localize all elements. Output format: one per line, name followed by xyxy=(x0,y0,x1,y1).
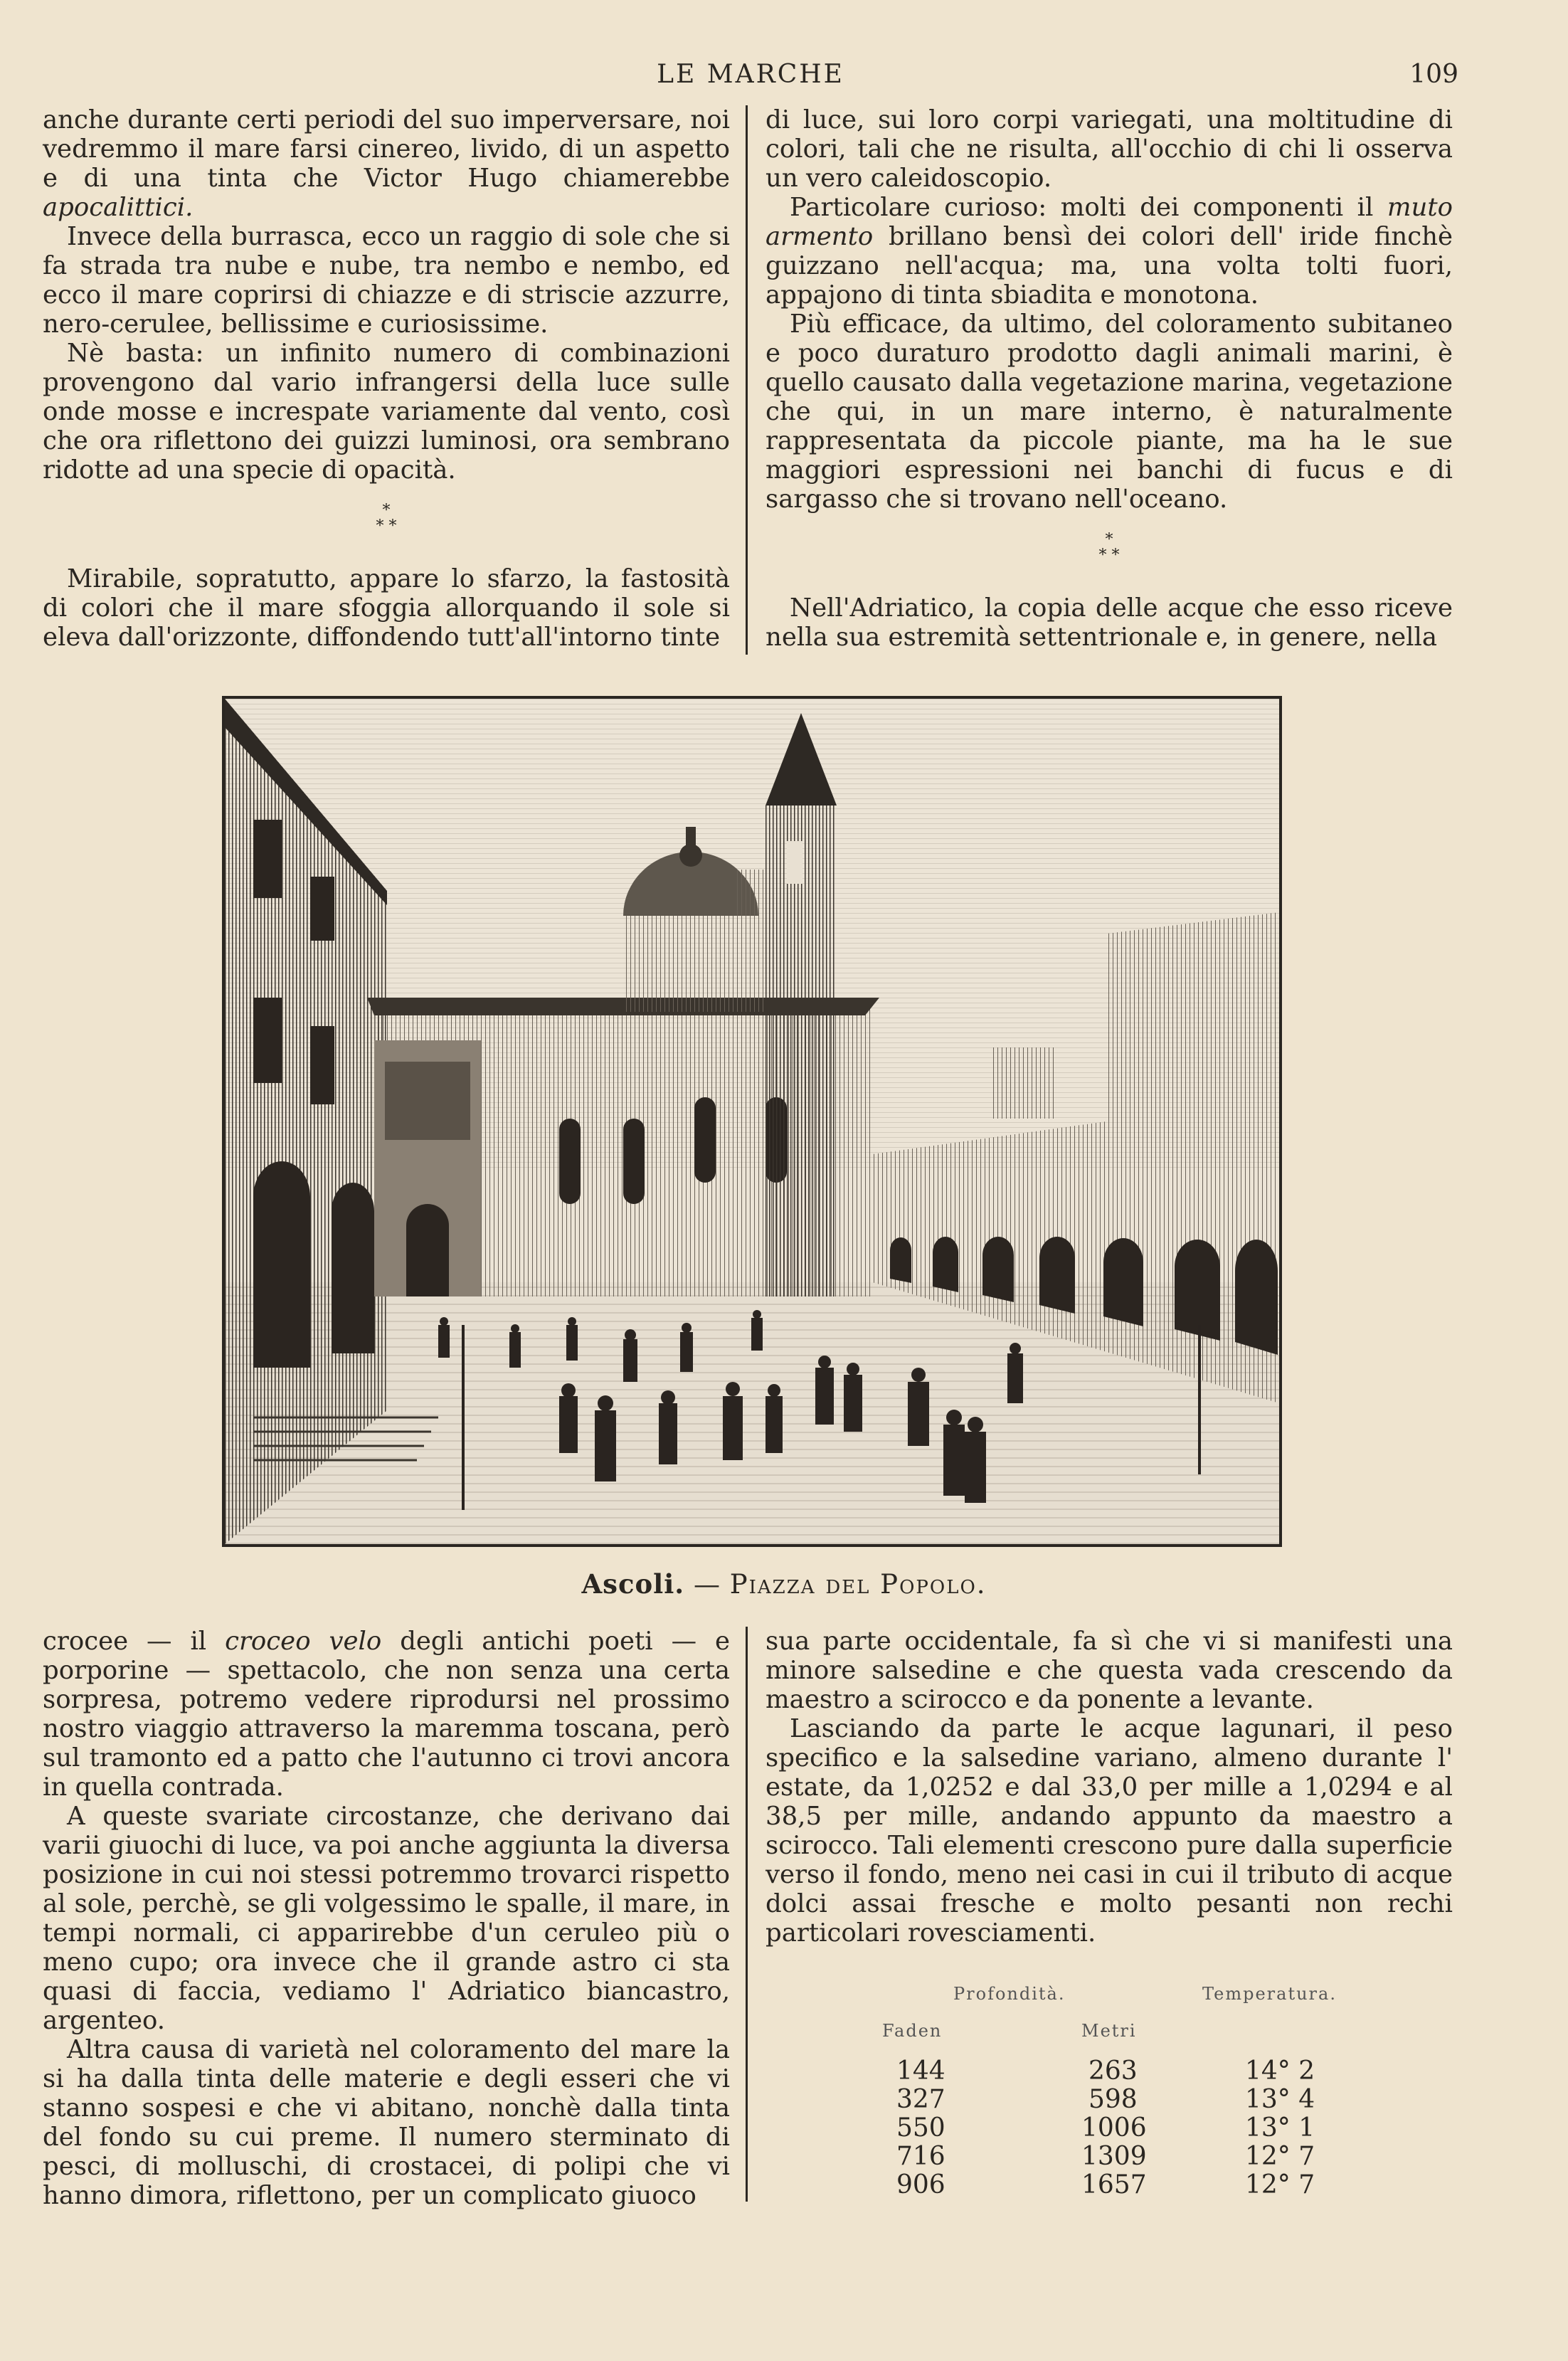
cell-faden: 906 xyxy=(896,2170,945,2199)
table-header-temperature: Temperatura. xyxy=(1202,1984,1337,2004)
paragraph: Lasciando da parte le acque lagunari, il peso specifico e la salsedine variano, almeno durante l' estate, da 1,0252 e dal 33,0 per mille a 1,0294 e al 38,5 per mille, andando appunto da maestro a scirocco. Tali elementi crescono pure dalla superficie verso il fondo, meno nei casi in cui il tributo di acque dolci assai fresche e molto pesanti non rechi particolari rovesciamenti. xyxy=(766,1714,1453,1948)
cell-metri: 1309 xyxy=(1081,2142,1147,2171)
paragraph: anche durante certi periodi del suo imperversare, noi vedremmo il mare farsi cinereo, livido, di un aspetto e di una tinta che Victor Hugo chiamerebbe apocalittici. xyxy=(43,105,730,222)
engraving-illustration xyxy=(222,696,1282,1547)
table-row xyxy=(875,2170,1373,2199)
cell-temp: 13° 4 xyxy=(1245,2085,1315,2114)
cell-temp: 12° 7 xyxy=(1245,2170,1315,2199)
paragraph: Più efficace, da ultimo, del coloramento subitaneo e poco duraturo prodotto dagli animali marini, è quello causato dalla vegetazione marina, vegetazione che qui, in un mare interno, è naturalmente rappresentata da piccole piante, ma ha le sue maggiori espressioni nei banchi di fucus e di sargasso che si trovano nell'oceano. xyxy=(766,310,1453,514)
left-column-top xyxy=(43,105,730,652)
cell-temp: 13° 1 xyxy=(1245,2113,1315,2143)
table-subheader-metri: Metri xyxy=(1081,2021,1137,2041)
paragraph: Altra causa di varietà nel coloramento del mare la si ha dalla tinta delle materie e degli esseri che vi stanno sospesi e che vi abitano, nonchè dalla tinta del fondo su cui preme. Il numero sterminato di pesci, di molluschi, di crostacei, di polipi che vi hanno dimora, riflettono, per un complicato giuoco xyxy=(43,2035,730,2210)
table-row xyxy=(875,2056,1373,2085)
page-number: 109 xyxy=(1409,60,1458,89)
cell-metri: 1006 xyxy=(1081,2113,1147,2143)
paragraph: Mirabile, sopratutto, appare lo sfarzo, la fastosità di colori che il mare sfoggia allorquando il sole si eleva dall'orizzonte, diffondendo tutt'all'intorno tinte xyxy=(43,564,730,652)
asterism: * * * xyxy=(376,502,397,535)
column-rule-top xyxy=(746,105,748,655)
column-rule-bottom xyxy=(746,1627,748,2202)
paragraph: crocee — il croceo velo degli antichi poeti — e porporine — spettacolo, che non senza una certa sorpresa, potremo vedere riprodursi nel prossimo nostro viaggio attraverso la maremma toscana, però sul tramonto ed a patto che l'autunno ci trovi ancora in quella contrada. xyxy=(43,1627,730,1802)
page-header xyxy=(43,54,1458,97)
table-row xyxy=(875,2113,1373,2142)
paragraph: sua parte occidentale, fa sì che vi si manifesti una minore salsedine e che questa vada crescendo da maestro a scirocco e da ponente a levante. xyxy=(766,1627,1453,1714)
cell-temp: 12° 7 xyxy=(1245,2142,1315,2171)
right-column-top xyxy=(766,105,1453,652)
cell-faden: 716 xyxy=(896,2142,945,2171)
cell-faden: 550 xyxy=(896,2113,945,2143)
asterism: * * * xyxy=(1098,531,1120,564)
cell-faden: 144 xyxy=(896,2056,945,2086)
cell-metri: 598 xyxy=(1088,2085,1138,2114)
paragraph: Particolare curioso: molti dei componenti il muto armento brillano bensì dei colori dell' iride finchè guizzano nell'acqua; ma, una volta tolti fuori, appajono di tinta sbiadita e monotona. xyxy=(766,193,1453,310)
figure-caption: Ascoli. — Piazza del Popolo. xyxy=(581,1568,987,1600)
cell-metri: 1657 xyxy=(1081,2170,1147,2199)
table-row xyxy=(875,2085,1373,2113)
cell-metri: 263 xyxy=(1088,2056,1138,2086)
table-subheader-faden: Faden xyxy=(882,2021,943,2041)
right-column-bottom xyxy=(766,1627,1453,1948)
paragraph: Nell'Adriatico, la copia delle acque che esso riceve nella sua estremità settentrionale e, in genere, nella xyxy=(766,593,1453,652)
cell-temp: 14° 2 xyxy=(1245,2056,1315,2086)
cell-faden: 327 xyxy=(896,2085,945,2114)
paragraph: Nè basta: un infinito numero di combinazioni provengono dal vario infrangersi della luce sulle onde mosse e increspate variamente dal vento, così che ora riflettono dei guizzi luminosi, ora sembrano ridotte ad una specie di opacità. xyxy=(43,339,730,485)
paragraph: Invece della burrasca, ecco un raggio di sole che si fa strada tra nube e nube, tra nembo e nembo, ed ecco il mare coprirsi di chiazze e di striscie azzurre, nero-cerulee, bellissime e curiosissime. xyxy=(43,222,730,339)
running-title: LE MARCHE xyxy=(657,60,844,89)
paragraph: A queste svariate circostanze, che derivano dai varii giuochi di luce, va poi anche aggiunta la diversa posizione in cui noi stessi potremmo trovarci rispetto al sole, perchè, se gli volgessimo le spalle, il mare, in tempi normali, ci apparirebbe d'un ceruleo più o meno cupo; ora invece che il grande astro ci sta quasi di faccia, vediamo l' Adriatico biancastro, argenteo. xyxy=(43,1802,730,2035)
paragraph: di luce, sui loro corpi variegati, una moltitudine di colori, tali che ne risulta, all'occhio di chi li osserva un vero caleidoscopio. xyxy=(766,105,1453,193)
piazza-engraving xyxy=(225,699,1279,1544)
table-header-depth: Profondità. xyxy=(953,1984,1066,2004)
left-column-bottom xyxy=(43,1627,730,2210)
table-row xyxy=(875,2142,1373,2170)
